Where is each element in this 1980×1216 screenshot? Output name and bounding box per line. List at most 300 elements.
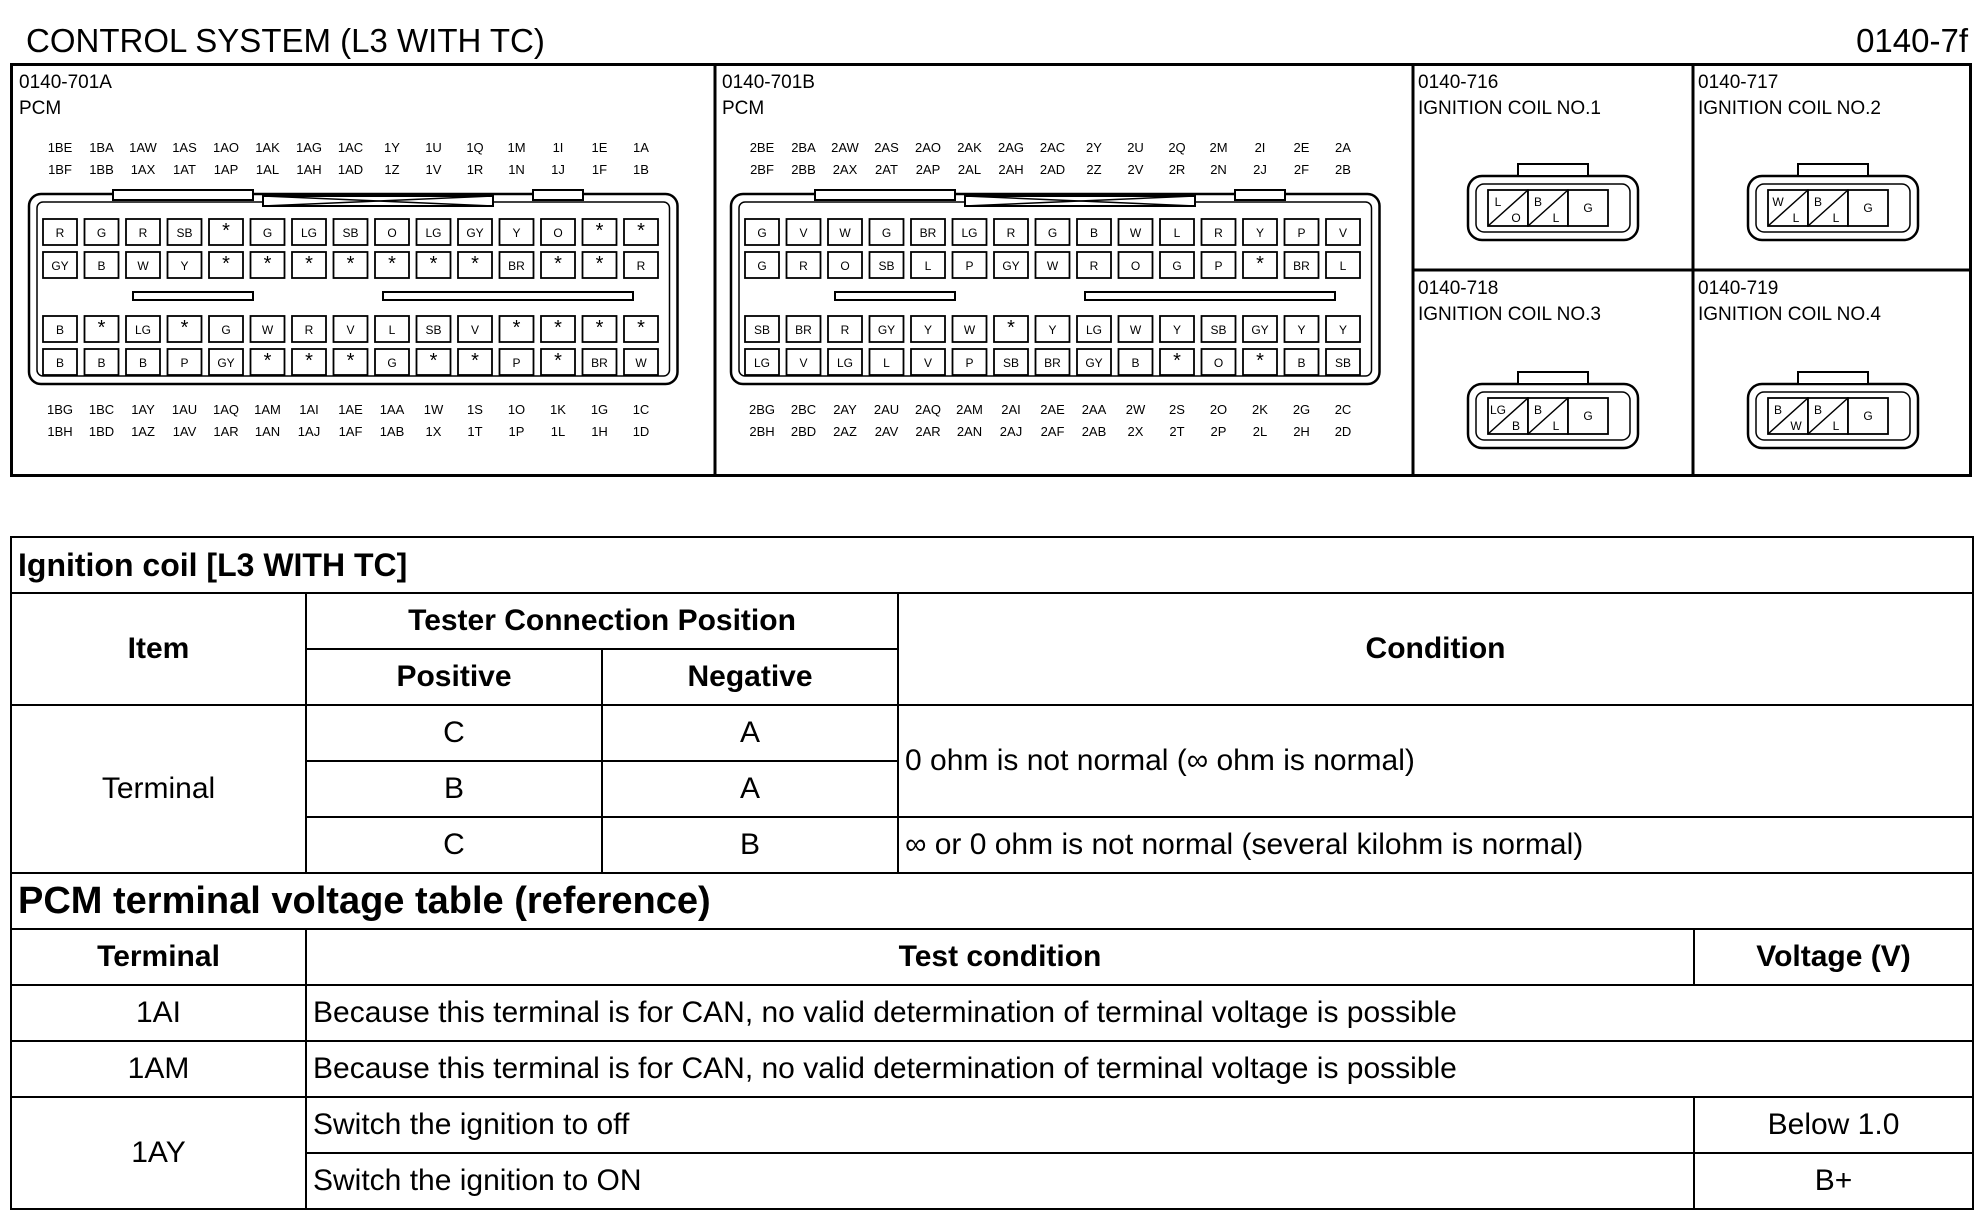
terminal-label: 1AG	[295, 140, 323, 155]
pin-color-label: BR	[1044, 356, 1061, 370]
pin-color-label: G	[1583, 409, 1593, 423]
pin-color-label: SB	[176, 226, 193, 240]
pin-color-label: R	[799, 259, 808, 273]
terminal-label: 2BA	[791, 140, 816, 155]
terminal-label: 1BE	[47, 140, 73, 155]
pin-color-label: R	[840, 323, 850, 337]
terminal-label: 1BB	[89, 162, 114, 177]
terminal-label: 2J	[1253, 162, 1267, 177]
terminal-label: 1BF	[48, 162, 72, 177]
pin-color-label: L	[1552, 419, 1560, 433]
pin-color-label: R	[1089, 259, 1099, 273]
terminal-cell: 1AM	[11, 1041, 306, 1097]
pin-color-label: B	[97, 259, 106, 273]
terminal-label: 2T	[1169, 424, 1185, 439]
latch	[1798, 372, 1868, 384]
pin-color-label: O	[387, 226, 397, 240]
terminal-label: 1AL	[255, 162, 280, 177]
pin-color-label: P	[965, 259, 974, 273]
terminal-label: 1AZ	[131, 424, 155, 439]
terminal-label: 2AJ	[999, 424, 1023, 439]
pin-color-label: L	[1792, 211, 1800, 225]
condition-header: Condition	[898, 593, 1973, 705]
terminal-label: 2S	[1169, 402, 1185, 417]
condition-cell: ∞ or 0 ohm is not normal (several kilohm is normal)	[898, 817, 1973, 873]
terminal-label: 2AE	[1040, 402, 1065, 417]
terminal-label: 1AD	[337, 162, 364, 177]
negative-cell: B	[602, 817, 898, 873]
terminal-label: 1AA	[379, 402, 405, 417]
pin-color-label: *	[471, 253, 479, 275]
pin-color-label: Y	[1338, 323, 1348, 337]
pin-color-label: L	[1552, 211, 1560, 225]
terminal-label: 1AH	[296, 162, 322, 177]
latch	[1798, 164, 1868, 176]
pin-color-label: LG	[300, 226, 318, 240]
terminal-label: 2H	[1293, 424, 1310, 439]
pin-color-label: R	[636, 259, 646, 273]
pin-color-label: L	[1832, 419, 1840, 433]
pin-color-label: LG	[425, 226, 442, 240]
pin-color-label: LG	[1085, 323, 1103, 337]
pin-color-label: B	[1773, 403, 1783, 417]
terminal-label: 1G	[590, 402, 609, 417]
pin-color-label: W	[1772, 195, 1784, 209]
terminal-label: 1AX	[130, 162, 156, 177]
terminal-label: 1S	[467, 402, 483, 417]
pin-color-label: R	[138, 226, 148, 240]
terminal-label: 1A	[633, 140, 649, 155]
pin-color-label: G	[757, 226, 767, 240]
page-code: 0140-7f	[1856, 22, 1968, 59]
pin-color-label: *	[429, 350, 438, 372]
terminal-label: 2BE	[749, 140, 775, 155]
terminal-label: 2AP	[915, 162, 941, 177]
pin-color-label: *	[637, 317, 645, 339]
coil3-name: IGNITION COIL NO.3	[1418, 304, 1601, 325]
pin-color-label: LG	[1489, 403, 1507, 417]
pin-color-label: P	[965, 356, 974, 370]
coil-table-title: Ignition coil [L3 WITH TC]	[11, 537, 1973, 593]
terminal-label: 2AN	[956, 424, 983, 439]
pin-color-label: W	[137, 259, 149, 273]
pin-color-label: Y	[923, 323, 933, 337]
terminal-label: 1R	[466, 162, 484, 177]
pin-color-label: B	[55, 356, 65, 370]
pin-color-label: G	[96, 226, 107, 240]
pin-color-label: G	[387, 356, 397, 370]
table-row	[11, 817, 1973, 873]
pin-color-label: SB	[342, 226, 359, 240]
latch	[1518, 164, 1588, 176]
voltage-cell: Below 1.0	[1694, 1097, 1973, 1153]
terminal-label: 2Y	[1086, 140, 1102, 155]
terminal-label: 1I	[552, 140, 564, 155]
terminal-label: 1X	[425, 424, 442, 439]
terminal-label: 1D	[632, 424, 650, 439]
pin-color-label: B	[1533, 403, 1543, 417]
terminal-label: 2AI	[1001, 402, 1021, 417]
pin-color-label: *	[388, 253, 396, 275]
pin-color-label: *	[222, 253, 230, 275]
pin-color-label: G	[1863, 201, 1873, 215]
pin-color-label: L	[883, 356, 890, 370]
pin-color-label: LG	[961, 226, 978, 240]
pin-color-label: GY	[217, 356, 235, 370]
terminal-label: 1AJ	[297, 424, 321, 439]
pin-color-label: P	[180, 356, 189, 370]
item-cell: Terminal	[11, 705, 306, 873]
pin-color-label: *	[554, 253, 562, 275]
slot	[1085, 292, 1335, 300]
terminal-label: 2Z	[1086, 162, 1102, 177]
terminal-label: 2A	[1335, 140, 1351, 155]
terminal-label: 1BG	[46, 402, 74, 417]
terminal-label: 2AL	[957, 162, 982, 177]
pin-color-label: *	[180, 317, 189, 339]
terminal-label: 1Y	[384, 140, 400, 155]
table-row	[11, 1097, 1973, 1153]
pin-color-label: *	[97, 317, 106, 339]
slot	[835, 292, 955, 300]
positive-cell: B	[306, 761, 602, 817]
pin-color-label: G	[1583, 201, 1593, 215]
pin-color-label: *	[1173, 350, 1181, 372]
negative-cell: A	[602, 705, 898, 761]
pin-color-label: W	[635, 356, 647, 370]
pin-color-label: BR	[591, 356, 608, 370]
pin-color-label: B	[1813, 403, 1823, 417]
pin-color-label: Y	[512, 226, 521, 240]
pin-color-label: W	[1129, 323, 1142, 337]
tester-header: Tester Connection Position	[306, 593, 898, 649]
terminal-label: 2C	[1334, 402, 1352, 417]
terminal-label: 2L	[1252, 424, 1268, 439]
positive-cell: C	[306, 705, 602, 761]
pin-color-label: Y	[180, 259, 189, 273]
terminal-label: 1AS	[172, 140, 197, 155]
pin-color-label: W	[1129, 226, 1142, 240]
terminal-label: 2I	[1254, 140, 1266, 155]
pin-color-label: *	[305, 253, 313, 275]
voltage-table-title: PCM terminal voltage table (reference)	[11, 873, 1973, 929]
terminal-label: 2BD	[790, 424, 817, 439]
pin-color-label: SB	[425, 323, 442, 337]
terminal-label: 1BD	[88, 424, 115, 439]
terminal-label: 1N	[508, 162, 525, 177]
terminal-label: 2R	[1168, 162, 1186, 177]
pin-color-label: B	[1131, 356, 1140, 370]
pin-color-label: *	[595, 220, 604, 242]
pin-color-label: *	[429, 253, 438, 275]
coil4-code: 0140-719	[1698, 278, 1779, 299]
terminal-label: 2U	[1127, 140, 1144, 155]
pin-color-label: O	[1213, 356, 1224, 370]
test-cell: Switch the ignition to ON	[306, 1153, 1694, 1209]
pin-color-label: *	[471, 350, 479, 372]
terminal-label: 2AQ	[914, 402, 942, 417]
terminal-label: 2AD	[1039, 162, 1066, 177]
terminal-label: 2K	[1252, 402, 1268, 417]
latch	[1518, 372, 1588, 384]
pin-color-label: G	[757, 259, 767, 273]
test-cell: Because this terminal is for CAN, no valid determination of terminal voltage is possible	[306, 1041, 1973, 1097]
terminal-label: 1AO	[212, 140, 240, 155]
pin-color-label: BR	[795, 323, 812, 337]
terminal-label: 1T	[467, 424, 483, 439]
pin-color-label: Y	[1255, 226, 1265, 240]
pin-color-label: *	[1256, 253, 1264, 275]
terminal-label: 1L	[550, 424, 566, 439]
pin-color-label: SB	[753, 323, 771, 337]
pin-color-label: GY	[51, 259, 69, 273]
pin-color-label: R	[1006, 226, 1016, 240]
test-cell: Because this terminal is for CAN, no valid determination of terminal voltage is possible	[306, 985, 1973, 1041]
terminal-label: 1E	[591, 140, 608, 155]
terminal-label: 2AZ	[833, 424, 857, 439]
terminal-label: 1BH	[47, 424, 73, 439]
terminal-label: 2AB	[1081, 424, 1107, 439]
pin-color-label: GY	[1251, 323, 1269, 337]
pin-color-label: *	[512, 317, 521, 339]
pcm-a-code: 0140-701A	[19, 72, 112, 93]
pin-color-label: G	[1172, 259, 1182, 273]
pin-color-label: L	[388, 323, 396, 337]
terminal-label: 1K	[550, 402, 566, 417]
pin-color-label: GY	[466, 226, 484, 240]
pin-color-label: B	[138, 356, 148, 370]
coil1-name: IGNITION COIL NO.1	[1418, 98, 1601, 119]
pin-color-label: R	[1214, 226, 1223, 240]
pin-color-label: L	[1173, 226, 1181, 240]
terminal-label: 2AO	[914, 140, 942, 155]
pin-color-label: *	[346, 253, 355, 275]
terminal-label: 1AV	[172, 424, 197, 439]
pin-color-label: Y	[1297, 323, 1306, 337]
test-condition-header: Test condition	[306, 929, 1694, 985]
pin-color-label: O	[840, 259, 850, 273]
pin-color-label: O	[1130, 259, 1141, 273]
terminal-label: 1F	[591, 162, 608, 177]
terminal-label: 1BC	[88, 402, 115, 417]
terminal-label: 1AC	[337, 140, 364, 155]
pin-color-label: LG	[753, 356, 771, 370]
coil2-code: 0140-717	[1698, 72, 1779, 93]
terminal-label: 1AI	[299, 402, 319, 417]
terminal-cell: 1AY	[11, 1097, 306, 1209]
terminal-label: 1P	[508, 424, 525, 439]
terminal-label: 2BG	[748, 402, 776, 417]
terminal-label: 2D	[1334, 424, 1352, 439]
pin-color-label: B	[1533, 195, 1543, 209]
negative-cell: A	[602, 761, 898, 817]
pin-color-label: *	[305, 350, 313, 372]
pin-color-label: O	[553, 226, 563, 240]
terminal-label: 2AG	[997, 140, 1025, 155]
coil2-name: IGNITION COIL NO.2	[1698, 98, 1881, 119]
pin-color-label: *	[554, 350, 562, 372]
terminal-label: 1V	[425, 162, 442, 177]
terminal-label: 2E	[1293, 140, 1310, 155]
pin-color-label: SB	[878, 259, 895, 273]
pin-color-label: L	[1494, 195, 1502, 209]
pin-color-label: B	[1511, 419, 1521, 433]
terminal-label: 1AR	[213, 424, 239, 439]
terminal-label: 2X	[1127, 424, 1144, 439]
connector-diagram	[10, 63, 1972, 477]
pin-color-label: B	[1089, 226, 1099, 240]
terminal-label: 1Q	[466, 140, 484, 155]
pin-color-label: *	[595, 253, 604, 275]
pin-color-label: B	[97, 356, 106, 370]
pcm-b-code: 0140-701B	[722, 72, 815, 93]
terminal-label: 1M	[507, 140, 526, 155]
pin-color-label: GY	[877, 323, 896, 337]
pin-color-label: W	[1046, 259, 1059, 273]
terminal-label: 2AT	[875, 162, 898, 177]
terminal-label: 2G	[1292, 402, 1311, 417]
pcm-a-name: PCM	[19, 98, 62, 119]
terminal-label: 2AV	[874, 424, 899, 439]
pin-color-label: *	[637, 220, 645, 242]
terminal-label: 2W	[1125, 402, 1146, 417]
pin-color-label: *	[222, 220, 230, 242]
terminal-label: 1AQ	[212, 402, 240, 417]
pin-color-label: SB	[1334, 356, 1352, 370]
latch	[533, 190, 583, 200]
terminal-label: 2N	[1210, 162, 1227, 177]
pin-color-label: *	[1256, 350, 1264, 372]
terminal-label: 1AP	[213, 162, 239, 177]
pin-color-label: G	[262, 226, 273, 240]
pin-color-label: *	[263, 253, 272, 275]
pin-color-label: L	[1832, 211, 1840, 225]
terminal-label: 1AF	[338, 424, 363, 439]
pin-color-label: W	[963, 323, 976, 337]
terminal-label: 2BB	[791, 162, 816, 177]
latch	[815, 190, 955, 200]
pin-color-label: GY	[1085, 356, 1103, 370]
positive-cell: C	[306, 817, 602, 873]
terminal-label: 1AE	[338, 402, 363, 417]
item-header: Item	[11, 593, 306, 705]
pin-color-label: R	[304, 323, 314, 337]
terminal-label: 2Q	[1168, 140, 1186, 155]
voltage-cell: B+	[1694, 1153, 1973, 1209]
terminal-label: 2F	[1293, 162, 1310, 177]
pin-color-label: G	[221, 323, 231, 337]
terminal-label: 1AM	[254, 402, 281, 417]
terminal-label: 1AW	[129, 140, 157, 155]
terminal-label: 2AU	[873, 402, 900, 417]
pcm-b-name: PCM	[722, 98, 765, 119]
pin-color-label: *	[346, 350, 355, 372]
pin-color-label: BR	[508, 259, 525, 273]
terminal-label: 2V	[1127, 162, 1144, 177]
terminal-label: 2AM	[956, 402, 983, 417]
coil1-code: 0140-716	[1418, 72, 1499, 93]
pin-color-label: G	[1863, 409, 1873, 423]
pin-color-label: *	[595, 317, 604, 339]
terminal-label: 1H	[591, 424, 608, 439]
pin-color-label: B	[55, 323, 65, 337]
terminal-label: 1AN	[254, 424, 281, 439]
terminal-cell: 1AI	[11, 985, 306, 1041]
pin-color-label: LG	[836, 356, 854, 370]
pin-color-label: SB	[1002, 356, 1020, 370]
page-title: CONTROL SYSTEM (L3 WITH TC)	[26, 22, 545, 59]
terminal-label: 2BH	[749, 424, 775, 439]
slot	[133, 292, 253, 300]
voltage-table	[10, 872, 1974, 1210]
pin-color-label: LG	[134, 323, 152, 337]
pin-color-label: W	[1790, 419, 1802, 433]
ignition-coil-table	[10, 536, 1974, 874]
terminal-label: 2AH	[998, 162, 1024, 177]
pin-color-label: B	[1297, 356, 1306, 370]
pin-color-label: P	[1214, 259, 1223, 273]
terminal-label: 1AK	[255, 140, 280, 155]
pin-color-label: *	[554, 317, 562, 339]
terminal-label: 2AR	[915, 424, 941, 439]
pin-color-label: V	[470, 323, 480, 337]
table-row	[11, 705, 1973, 761]
pin-color-label: Y	[1048, 323, 1057, 337]
terminal-header: Terminal	[11, 929, 306, 985]
pin-color-label: P	[1297, 226, 1306, 240]
pin-color-label: G	[881, 226, 892, 240]
pin-color-label: V	[1338, 226, 1348, 240]
terminal-label: 1O	[507, 402, 526, 417]
terminal-label: 2AS	[874, 140, 899, 155]
pin-color-label: Y	[1172, 323, 1182, 337]
pin-color-label: BR	[1293, 259, 1310, 273]
terminal-label: 1B	[633, 162, 649, 177]
terminal-label: 2O	[1209, 402, 1228, 417]
terminal-label: 1Z	[384, 162, 400, 177]
pin-color-label: W	[261, 323, 274, 337]
terminal-label: 2AK	[957, 140, 982, 155]
terminal-label: 2AX	[832, 162, 858, 177]
test-cell: Switch the ignition to off	[306, 1097, 1694, 1153]
pin-color-label: V	[799, 226, 808, 240]
terminal-label: 2AC	[1039, 140, 1066, 155]
pin-color-label: G	[1047, 226, 1058, 240]
terminal-label: 2AY	[833, 402, 857, 417]
terminal-label: 1AB	[379, 424, 405, 439]
slot	[383, 292, 633, 300]
pin-color-label: BR	[919, 226, 937, 240]
pin-color-label: *	[263, 350, 272, 372]
terminal-label: 2M	[1209, 140, 1228, 155]
terminal-label: 2BF	[750, 162, 774, 177]
pin-color-label: *	[1007, 317, 1015, 339]
latch	[1235, 190, 1285, 200]
terminal-label: 2AW	[831, 140, 859, 155]
table-row	[11, 985, 1973, 1041]
terminal-label: 2AF	[1040, 424, 1065, 439]
terminal-label: 2P	[1210, 424, 1227, 439]
terminal-label: 2BC	[790, 402, 817, 417]
coil3-code: 0140-718	[1418, 278, 1499, 299]
pin-color-label: R	[55, 226, 65, 240]
pin-color-label: V	[346, 323, 355, 337]
terminal-label: 1BA	[89, 140, 114, 155]
terminal-label: 1AT	[173, 162, 196, 177]
pin-color-label: B	[1813, 195, 1823, 209]
terminal-label: 1U	[425, 140, 442, 155]
pin-color-label: GY	[1002, 259, 1020, 273]
